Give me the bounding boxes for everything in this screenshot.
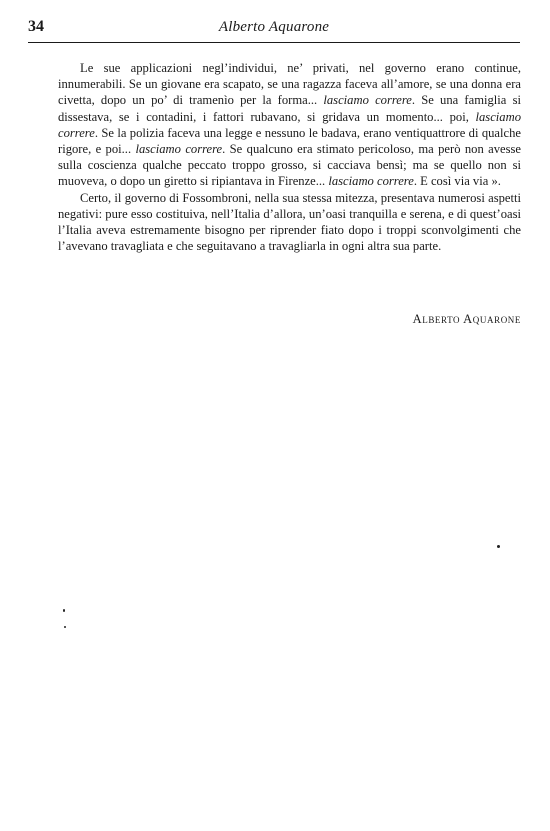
italic-phrase: lasciamo correre (328, 174, 414, 189)
text-run: . Se una famiglia si dissestava, se i contadini, i fattori rubavano, si gridava un momento... poi, (58, 93, 521, 124)
italic-phrase: lasciamo correre (323, 93, 412, 108)
text-run: . E così via via ». (413, 174, 501, 189)
text-run: . Se la polizia faceva una legge e nessuno le badava, erano ventiquattrore di qualche rigore, e poi... (58, 125, 521, 157)
text-run: Le sue applicazioni negl’individui, ne’ privati, nel governo erano continue, innumerabili. Se un giovane era scapato, se una ragazza faceva all’amore, se una donna era civetta, dopo un po’ di tramenìo per la forma... (58, 61, 521, 108)
header-rule (28, 42, 520, 43)
body-text (58, 60, 521, 254)
paragraph-2: Certo, il governo di Fossombroni, nella sua stessa mitezza, presentava numerosi aspetti negativi: pure esso costituiva, nell’Italia d’allora, un’oasi tranquilla e serena, e di quest’oasi l’Italia aveva estremamente bisogno per riprender fiato dopo i troppi sconvolgimenti che l’avevano travagliata e che seguitavano a travagliarla in ogni altra sua parte. (58, 190, 521, 254)
scan-speck (64, 626, 66, 628)
author-signature: Alberto Aquarone (412, 312, 521, 326)
scan-speck (63, 609, 65, 612)
paragraph-1 (58, 60, 521, 190)
page-header (28, 16, 520, 40)
page-number: 34 (28, 18, 44, 35)
italic-phrase: lasciamo correre (135, 142, 223, 157)
scan-speck (497, 545, 500, 548)
running-head: Alberto Aquarone (218, 19, 330, 35)
italic-phrase: lasciamo correre (58, 109, 521, 140)
text-run: . Se qualcuno era stimato pericoloso, ma però non avesse sulla coscienza qualche peccato troppo grosso, si cacciava bensì; ma se quello non si muoveva, o dopo un giretto si ripiantava in Firenze... (58, 142, 521, 189)
